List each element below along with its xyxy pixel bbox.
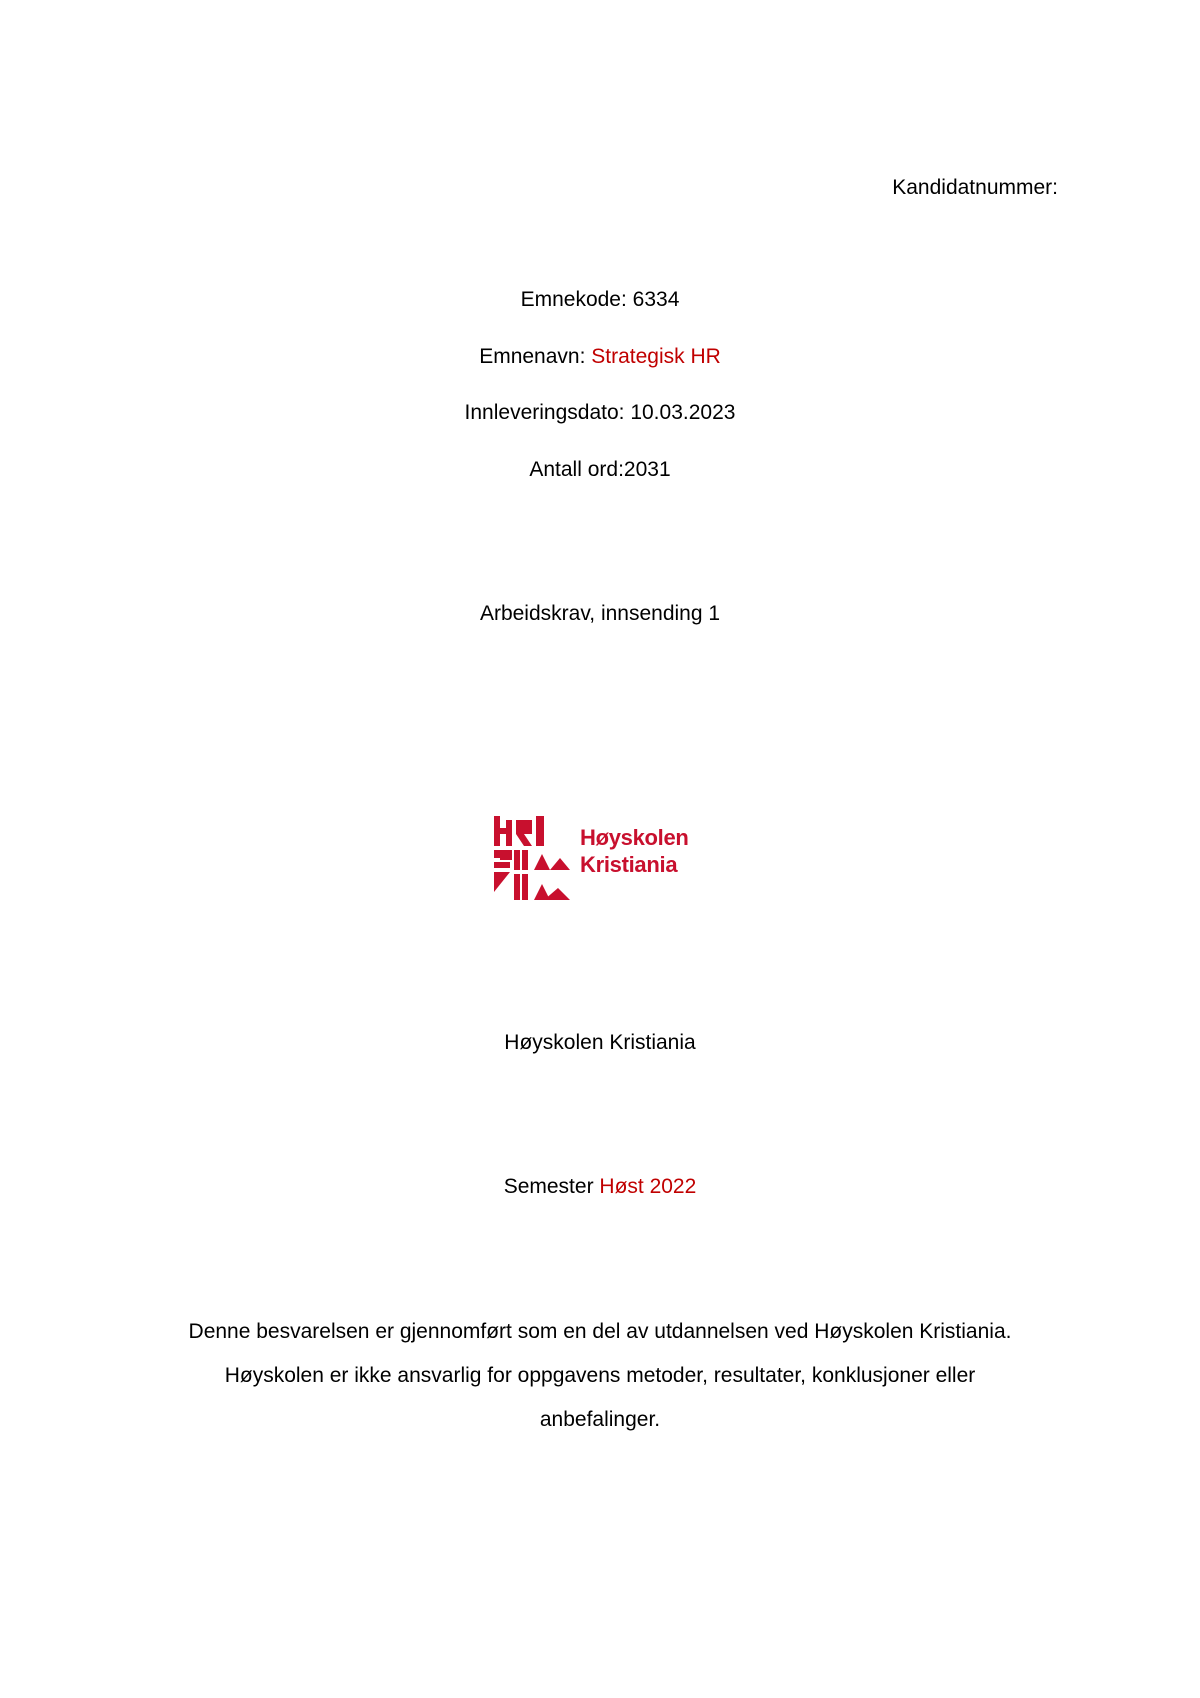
word-count-value: 2031 — [623, 458, 671, 481]
institution-name: Høyskolen Kristiania — [504, 1031, 696, 1054]
semester-line — [0, 1173, 1200, 1201]
word-count-line — [0, 456, 1200, 484]
logo-wordmark — [580, 824, 689, 878]
candidate-number-label: Kandidatnummer: — [892, 176, 1058, 199]
course-code-label: Emnekode: — [520, 288, 633, 311]
submission-date-line — [0, 399, 1200, 427]
course-name-line — [0, 343, 1200, 371]
course-code-line — [0, 286, 1200, 314]
disclaimer-line-3: anbefalinger. — [539, 1408, 661, 1431]
course-name-label: Emnenavn: — [479, 345, 592, 368]
submission-date-value: 10.03.2023 — [630, 401, 736, 424]
disclaimer-line-2: Høyskolen er ikke ansvarlig for oppgavens metoder, resultater, konklusjoner eller — [224, 1364, 976, 1387]
course-name-value: Strategisk HR — [591, 345, 721, 368]
logo-wordmark-line2: Kristiania — [580, 852, 678, 877]
disclaimer-line-1: Denne besvarelsen er gjennomført som en del av utdannelsen ved Høyskolen Kristiania. — [188, 1320, 1012, 1343]
logo-mark-icon — [494, 816, 574, 906]
submission-date-label: Innleveringsdato: — [464, 401, 631, 424]
semester-label: Semester — [503, 1175, 600, 1198]
word-count-label: Antall ord: — [529, 458, 624, 481]
course-code-value: 6334 — [632, 288, 680, 311]
institution-logo — [494, 816, 714, 906]
logo-wordmark-line1: Høyskolen — [580, 825, 689, 850]
semester-value: Høst 2022 — [599, 1175, 697, 1198]
assignment-title: Arbeidskrav, innsending 1 — [479, 602, 721, 625]
